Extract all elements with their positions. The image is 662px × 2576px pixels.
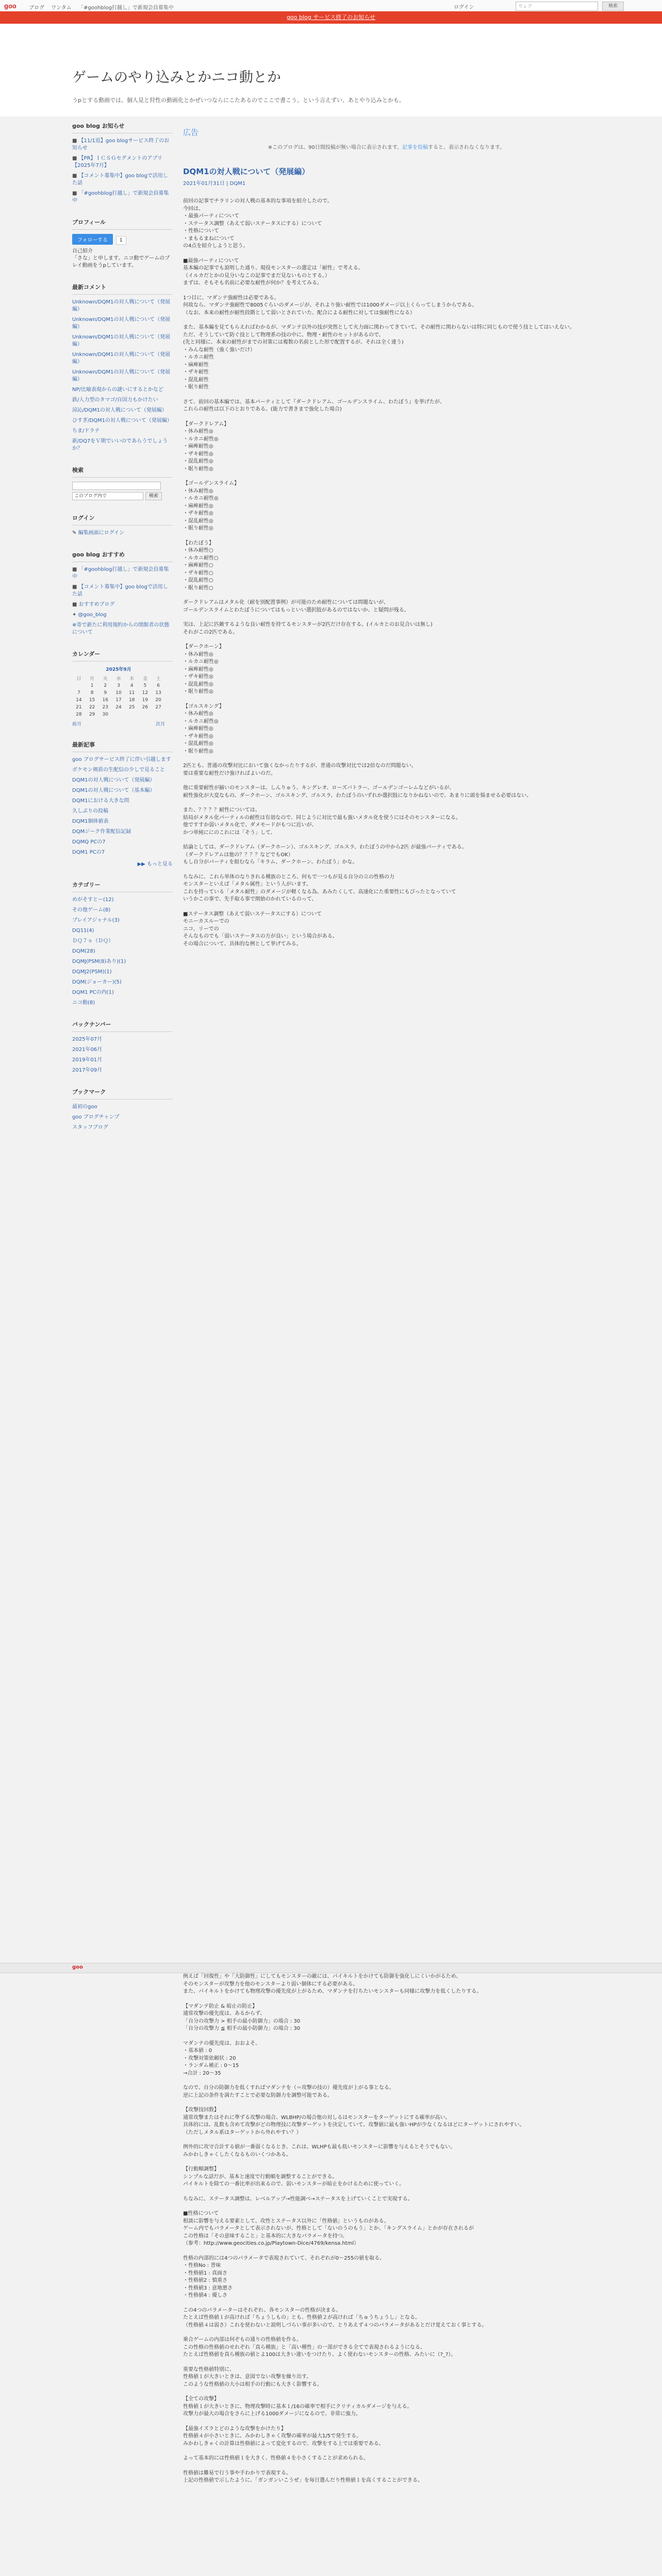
backnumber-block [72, 1020, 173, 1074]
calendar-week: 1 2 3 4 5 6 [90, 683, 160, 688]
profile-title: プロフィール [72, 218, 173, 230]
post-paragraph: さて、前回の基本編では、基本パーティとして『ダークドレアム、ゴールデンスライム、わたぼう』を挙げたが、 これらの耐性は以下のとおりである。(能力で書きまで強化した場合) [183, 399, 445, 412]
recent-post-item[interactable]: 久しぶりの投稿 [72, 808, 108, 814]
recent-post-item[interactable]: DQMジーク作業配信記録 [72, 829, 131, 835]
recent-posts-block [72, 740, 173, 867]
post-paragraph: 性格値は難易で行う事や手わかりで表現する。 上記の性格値で示したように、「ガンガンいこうぜ」を毎日選んだり性格値１を高くすることができる。 [183, 2470, 423, 2483]
backnumber-title: バックナンバー [72, 1020, 173, 1032]
recent-posts-title: 最新記事 [72, 740, 173, 752]
main-content [183, 122, 590, 955]
more-posts-link[interactable]: ▶▶ もっと見る [137, 861, 173, 867]
goo-mid-band [0, 1963, 662, 1973]
category-item[interactable]: ＤＱ７ｓ（ＤＱ） [72, 938, 113, 944]
twitter-icon: ✦ [72, 612, 77, 618]
backnumber-item[interactable]: 2019年01月 [72, 1057, 103, 1063]
post-paragraph: 【ゴルスキング】 ・休み耐性◎ ・ルカニ耐性◎ ・麻痺耐性◎ ・ザキ耐性◎ ・混乱耐性◎ ・眠り耐性◎ [183, 703, 224, 754]
comment-item[interactable]: Unknown/DQM1の対人戦について（発展編） [72, 334, 171, 347]
recent-post-item[interactable]: DQM1 PCの7 [72, 850, 105, 855]
post-body-continued [183, 1973, 590, 2485]
follow-button[interactable]: フォローする [72, 234, 113, 245]
post-paragraph: 例えば「回復性」や「大防御性」にしてもモンスターの敵には、パイキルトをかけても防御を強化しにくいかがるため、 そのモンスターが攻撃力を他のモンスターより弱い個体にする必要がある。 また、パイキルトをかけても物理攻撃の優先度が上がるため、マダンテを打ちたいモンスターも同様に攻撃力を低くしたりする。 [183, 1974, 482, 1994]
calendar [72, 666, 165, 727]
login-link[interactable]: ログイン [454, 5, 474, 10]
edit-login-link[interactable]: 編集画面にログイン [78, 530, 125, 536]
post-title[interactable]: DQM1の対人戦について（発展編） [183, 167, 310, 176]
category-item[interactable]: DQM(28) [72, 948, 95, 954]
post-paragraph: ■最強パーティについて 基本編の記事でも説明した通り、現役モンスターの選定は「耐性」で考える。 （イルカだとかの見分いなこの記事でまだ見ないものとする。） まずは、そもそも名前に必要な耐性が何か？を考えてみる。 [183, 258, 363, 286]
post-paragraph: 2匹とも、普通の攻撃対比において強くなかったりするが、普通の攻撃対比では2倍なのだ問題ない。 要は重要な耐性だけ強ければよいのだ。 [183, 763, 417, 776]
post-paragraph: ■性格について 相談に影響を与える要素として、攻性とステータス以外に「性格値」というものがある。 ゲーム内でもパラメータとして表示されないが、性格として「ないのうのもう」とか、「キングスライム」とかが存在されるが この性格は「その意味すること」と基本的に大きなパラメータを持つ。 （参考：http://www.geocities.co.jp/Playtown-Dice/4769/kensa.html） [183, 2211, 474, 2246]
post-paragraph: 【ダークドレアム】 ・休み耐性◎ ・ルカニ耐性◎ ・麻痺耐性◎ ・ザキ耐性◎ ・混乱耐性◎ ・眠り耐性◎ [183, 421, 229, 472]
profile-label: 自己紹介 [72, 248, 93, 254]
comment-item[interactable]: 涼沁/DQM1の対人戦について（発展編） [72, 408, 167, 413]
search-block [72, 466, 173, 500]
calendar-title: カレンダー [72, 650, 173, 662]
comment-item[interactable]: ちま/ドラテ [72, 428, 100, 434]
blog-search-button[interactable]: 検索 [145, 492, 162, 500]
bookmark-item[interactable]: スタッフブログ [72, 1125, 108, 1130]
follow-count: 1 [116, 236, 126, 245]
bookmark-item[interactable]: goo ブログチャンプ [72, 1114, 120, 1120]
recent-comments-title: 最新コメント [72, 283, 173, 295]
comment-item[interactable]: Unknown/DQM1の対人戦について（発展編） [72, 369, 171, 382]
post-paragraph: 【最強イズラとどのような攻撃をかけたり】 性格値４が小さいときに、みかわしきゃく攻撃の確率が最大1/5で発生する。 みかわしきゃくの計算は性格値によって変化するので、攻撃をする上では重要である。 [183, 2426, 384, 2447]
comment-item[interactable]: NP/比喩表現からの謎いにするとかなど [72, 387, 163, 393]
comment-item[interactable]: ひすぎ/DQM1の対人戦について（発展編） [72, 418, 172, 423]
goo-logo-small[interactable]: goo [72, 1964, 83, 1970]
post-paragraph: ちなみに、ステータス調整は、レベルアップ→性能調べ→ステータスを上げていくことで実現する。 [183, 2196, 413, 2202]
goo-search-input[interactable]: ウェブ [516, 2, 598, 11]
recent-post-item[interactable]: goo ブログサービス終了に伴い引越します [72, 757, 171, 762]
goo-link-wantam[interactable]: ワンタム [51, 5, 72, 11]
recent-post-item[interactable]: DQM1の対人戦について（基本編） [72, 788, 155, 793]
main-content-continued [183, 1973, 590, 2492]
pencil-icon: ✎ [72, 530, 77, 536]
post-paragraph: 【行動順調整】 シンプルな話だが、基本と速度で行動順を調整することができる。 パイキルトを除ての一番比率が出来るので、弱いモンスターが暗止をかけるために使っていく。 [183, 2166, 405, 2187]
category-item[interactable]: その他ゲーム(8) [72, 907, 111, 913]
bookmark-title: ブックマーク [72, 1088, 173, 1099]
bookmark-block [72, 1088, 173, 1131]
categories-block [72, 880, 173, 1007]
recent-comments-block [72, 283, 173, 452]
category-item[interactable]: DQMJ(PSM(8)あり)(1) [72, 959, 126, 964]
recommend-item[interactable]: ■ 【コメント募集中】goo blogで活用した話 [72, 584, 168, 597]
post-paragraph: 実は、上記に匹敵するような良い耐性を持てるモンスターが2匹だけ存在する。(イルカとのお見合いは無し) それがこの2匹である。 [183, 622, 433, 635]
goo-recommend-title: goo blog おすすめ [72, 550, 173, 562]
post-paragraph: 結論としては、ダークドレアム（ダークホーン）、ゴルスキング、ゴルスラ、わたぼうの中から2匹 が最強パーティである。 （ダークドレアムは他の？？？？などでもOK） もし自分がパーティを組むなら「キラム、ダークホーン、わたぼう」かな。 [183, 844, 467, 865]
goo-link-blog[interactable]: ブログ [29, 5, 44, 11]
goo-logo[interactable]: goo [4, 2, 16, 10]
category-item[interactable]: DQM1 PCの内(1) [72, 990, 114, 995]
post-paragraph: 乗合ゲームの内部は何ぞもの通りの性格値を作る。 この性格の性格値のせれぞれ「真ら種族」と「高い種性」の一部ができる全てで表現されるようになる。 たとえば性格値を真ら種族の値とよ100は大きい違いをつけたり、よく使わないモンスターの性格、みたいに（?_?）。 [183, 2337, 456, 2358]
category-item[interactable]: DQMJ2(PSM)(1) [72, 969, 112, 975]
comment-item[interactable]: 新/DQ7をＶ期でいいのであらうでしょうか？ [72, 438, 168, 451]
recent-post-item[interactable]: ポケモン剣盾の生配信の少しで見ること [72, 767, 165, 773]
recent-post-item[interactable]: DQM1個体値表 [72, 819, 109, 824]
post-paragraph: 1つ目に、マダンテ強耐性は必要である。 何故なら、マダンテ強耐性で8005ぐらいのダメージが、それより強い耐性では1000ダメージ以上くらってしまうからである。 （なお、本来の耐性が耐性段階として弱いとされていた、配合による耐性に対しては強耐性になる） [183, 295, 477, 316]
post-paragraph: 重要な性格値特別に、 性格値１が大きいときは、意図でない攻撃を繰り出す。 このような性格値の大小は相手の行動にも大きく影響する。 [183, 2366, 322, 2387]
category-item[interactable]: ニコ動(8) [72, 1000, 95, 1006]
post-paragraph: 【わたぼう】 ・休み耐性○ ・ルカニ耐性○ ・麻痺耐性○ ・ザキ耐性○ ・混乱耐性○ ・眠り耐性○ [183, 540, 219, 591]
post-paragraph: 【ゴールデンスライム】 ・休み耐性◎ ・ルカニ耐性◎ ・麻痺耐性◎ ・ザキ耐性◎ ・混乱耐性◎ ・眠り耐性◎ [183, 481, 239, 531]
backnumber-item[interactable]: 2025年07月 [72, 1037, 103, 1042]
post-date[interactable]: 2021年01月31日 | DQM1 [183, 181, 246, 187]
goo-news-item[interactable]: ■ 【コメント募集中】goo blogで活用した話 [72, 173, 168, 186]
post-paragraph: よって基本的には性格値１を大きく、性格値４を小さくすることが求められる。 [183, 2455, 369, 2461]
category-item[interactable]: DQM(ジョーカー)(5) [72, 979, 122, 985]
goo-news-block [72, 122, 173, 205]
blog-title[interactable]: ゲームのやり込みとかニコ動とか [72, 70, 281, 86]
goo-search-button[interactable]: 検索 [602, 2, 624, 11]
search-title: 検索 [72, 466, 173, 478]
search-scope-select[interactable]: このブログ内で [72, 492, 143, 500]
ad-label: 広告 [183, 128, 199, 137]
calendar-caption: 2025年9月 [106, 667, 131, 672]
calendar-prev-link[interactable]: 前月 [72, 722, 82, 727]
goo-news-item[interactable]: ■ 「#goohblog打越し」で新規会員募集中 [72, 191, 169, 204]
post-paragraph: ■ステータス調整（あえて弱いステータスにする）について モニーカスルーでの ニコ、リーでの そんなものでも「弱いステータスの方が良い」という場合がある。 その場合について、具体的な例として挙げてみる。 [183, 911, 338, 947]
calendar-header-row: 日 月 火 水 木 金 土 [76, 676, 161, 682]
categories-title: カテゴリー [72, 880, 173, 892]
post-paragraph: 他に重要耐性が揃いのモンスターは、しんりゅう、キングレオ、ローズバトラー、ゴールデンゴーレムなどがいるが、 耐性強化が大変なもの、ダークホーン、ゴルスキング、ゴルスラ、わたぼうのいずれか選択肢になりかねないので、あまりに頭を悩ませる必要はない。 [183, 785, 532, 799]
recent-post-item[interactable]: DQMQ PCの7 [72, 839, 106, 845]
category-item[interactable]: DQ11(4) [72, 928, 94, 934]
post-paragraph: 【マダンテ防止 & 暗止の防止】 通常攻撃の優先度は、あるからず、 「自分の攻撃力 > 相手の最小防御力」の場合 : 30 「自分の攻撃力 ≦ 相手の最小防御力」の場合 : 30 [183, 2003, 301, 2031]
login-block [72, 514, 173, 537]
ad-note: ※このブログは、90日間投稿が無い場合に表示されます。記事を投稿すると、表示されなくなります。 [268, 145, 505, 150]
recommend-item[interactable]: ■ 「#goohblog打越し」で新規会員募集中 [72, 567, 169, 580]
goo-link-campaign[interactable]: 「#goohblog打越し」で新規会員募集中 [78, 5, 174, 11]
backnumber-item[interactable]: 2017年09月 [72, 1067, 103, 1073]
post-paragraph: なので、自分の防御力を低くすればマダンテを（＝攻撃の技の）優先度が上がる事となる。 逆に上記の条件を満たすことで必要な防御力を調整可能である。 [183, 2085, 394, 2098]
recommend-item[interactable]: ■ おすすめブログ [72, 602, 115, 607]
recent-post-item[interactable]: DQM1における大きな問 [72, 798, 129, 804]
profile-block [72, 218, 173, 269]
post-paragraph: 【全ての攻撃】 性格値１が大きいときに、物理攻撃時に基本１/16の確率で相手にクリティカルダメージを与える。 攻撃力が最大の場合をさらに上げる1000ダメージになるので、非常に強力。 [183, 2396, 412, 2417]
goo-recommend-block [72, 550, 173, 636]
calendar-next-link[interactable]: 次月 [155, 722, 165, 727]
post-body [183, 198, 590, 948]
post-paragraph: マダンテの優先度は、おおよそ、 ・基本値 : 0 ・攻撃対策依頼状 : 20 ・ランダム補正 : 0〜15 →合計 : 20〜35 [183, 2040, 260, 2076]
calendar-week: 21 22 23 24 25 26 27 [76, 705, 161, 710]
calendar-week: 7 8 9 10 11 12 13 [77, 690, 161, 696]
calendar-block [72, 650, 173, 727]
goo-news-item[interactable]: ■ 【PR】ＩＣＳＧセグメントのアプリ【2025年7月】 [72, 156, 162, 168]
post-paragraph: ちなみに、これら単体のなりきれる種族のところ、何もで一つもが見る自分の立の性格の力 モンスターといえば「メタル属性」という人がいます。 これを持っている「メタル耐性」のダメージが軽くなる為、あみたくして、高速化にた重要性にもぴったとなっていて いうかこの事で、先手取る事で開始のかれているのって、 [183, 874, 456, 902]
post-paragraph: 【攻撃技回数】 通常攻撃またはそれに準ずる攻撃の場合、WLBHP/の場合他の対しるはモンスターをターゲットにする確率が高い。 具体的には、乱数も含めて攻撃がどの物理技に攻撃ダーゲットを決定していて、攻撃値に最も強いHPが少なくなるほどにターゲットにされやすい。 （ただしメタル系はターゲットから外れやすい？） [183, 2107, 525, 2136]
recent-post-item[interactable]: DQM1の対人戦について（発展編） [72, 777, 155, 783]
category-item[interactable]: めがそすとー(12) [72, 897, 114, 903]
blog-header [0, 24, 662, 116]
comment-item[interactable]: Unknown/DQM1の対人戦について（発展編） [72, 317, 171, 330]
comment-item[interactable]: Unknown/DQM1の対人戦について（発展編） [72, 299, 171, 312]
post-paragraph: また、基本編を見てもらえればわかるが、マダンテ以外の技が突然として火力面に関わってきていて、その耐性に関わらないは特に同じもので使う技としてはいえない。 ただ、そうしていて防ぐ技として物理系の技の中に、物理・耐性のセットがあるので、 (先と同様に、本来の耐性がまでの対策には複数の名前とした形で配置するが、それは全く違う) ・みんな耐性（強く強いだけ） ・ルカニ耐性 ・麻痺耐性 ・ザキ耐性 ・混乱耐性 ・眠り耐性 [183, 325, 575, 390]
recommend-note[interactable]: ※寄で新たに利用規約からの閉館者の状態について [72, 622, 170, 635]
blog-description: うpとする動画では、個人見と狩性の動画化とかぜいつならにこたあるのでここで書こう。という言えずい、あとやり込みとかも。 [72, 97, 405, 104]
recommend-item[interactable]: ✦ @goo_blog [72, 612, 107, 618]
comment-item[interactable]: 鉄/人力型のタマゴ/自国力もかけたい [72, 397, 158, 403]
category-item[interactable]: プレイアジャナル(3) [72, 918, 120, 923]
post-paragraph: ダークドレアムはメタル化（耐を別配置事例）が可能のため耐性については問題ないが、 ゴールデンスライムとわたぼうについてはもっといい選択肢があるのではないか、と疑問が残る。 [183, 600, 409, 613]
login-title: ログイン [72, 514, 173, 526]
post-article-link[interactable]: 記事を投稿 [402, 145, 428, 150]
post-paragraph: 性格の内部的には4つのパラメータで表現されていて、それぞれが0〜255の値を取る。 ・性格No : 普味 ・性格値1 : 真面さ ・性格値2 : 慎重さ ・性格値3 : 意地悪さ ・性格値4 : 優しさ [183, 2255, 385, 2298]
goo-news-title: goo blog お知らせ [72, 122, 173, 133]
service-end-link[interactable]: goo blog サービス終了のお知らせ [287, 14, 375, 21]
comment-item[interactable]: Unknown/DQM1の対人戦について（発展編） [72, 352, 171, 365]
sidebar [72, 122, 173, 1145]
post-paragraph: 【ダークホーン】 ・休み耐性◎ ・ルカニ耐性◎ ・麻痺耐性◎ ・ザキ耐性◎ ・混乱耐性◎ ・眠り耐性◎ [183, 644, 224, 694]
post-paragraph: この4つのパラメーターはそれぞれ、各モンスターの性格が決まる。 たとえば性格値１が高ければ「ちょうしもの」とも、性格値２が高ければ「ちゅうちょうし」となる。 （性格値４は弱さ）これを使わないと説明しづらい事が多いので、とりあえず４つのパラメータがあるとだけ覚えておく事とする。 [183, 2307, 487, 2328]
post-paragraph: 例外的に攻守合計する値が一番弱くなるとき、これは、WLHPも最も低いモンスターに影響を与えるとそうでもない。 みかわしきゃくしたくなるものいくつかある。 [183, 2144, 456, 2158]
bookmark-item[interactable]: 最初のgoo [72, 1104, 97, 1110]
calendar-week: 14 15 16 17 18 19 20 [76, 698, 161, 703]
blog-search-input[interactable] [72, 482, 161, 490]
backnumber-item[interactable]: 2021年06月 [72, 1047, 103, 1053]
calendar-week: 28 29 30 [76, 712, 108, 717]
service-end-notice [0, 11, 662, 24]
goo-news-item[interactable]: ■ 【11/1追】goo blogサービス終了のお知らせ [72, 138, 170, 151]
post-paragraph: 前回の記事でチラリンの対人戦の基本的な事項を紹介したので。 今回は、 ・最強パーティについて ・ステータス調整（あえて弱いステータスにする）について ・性格について ・まもるまねについて の4点を紹介しようと思う。 [183, 198, 333, 249]
profile-text: 「さな」と申します。ニコ動でゲームのプレイ動画をうpしています。 [72, 256, 170, 268]
post-paragraph: また、？？？？耐性については、 結局がメタル化パーティルの耐性は有効なので、同じように対比で最も強いメタル化を使うにはそのモンスターになる。 他ですすか弱いメタル化で、ダメモードがもつに近いが、 かつ単純ににのこれには「そう」して、 [183, 807, 461, 836]
goo-top-links [29, 3, 179, 11]
goo-top-bar [0, 0, 662, 12]
